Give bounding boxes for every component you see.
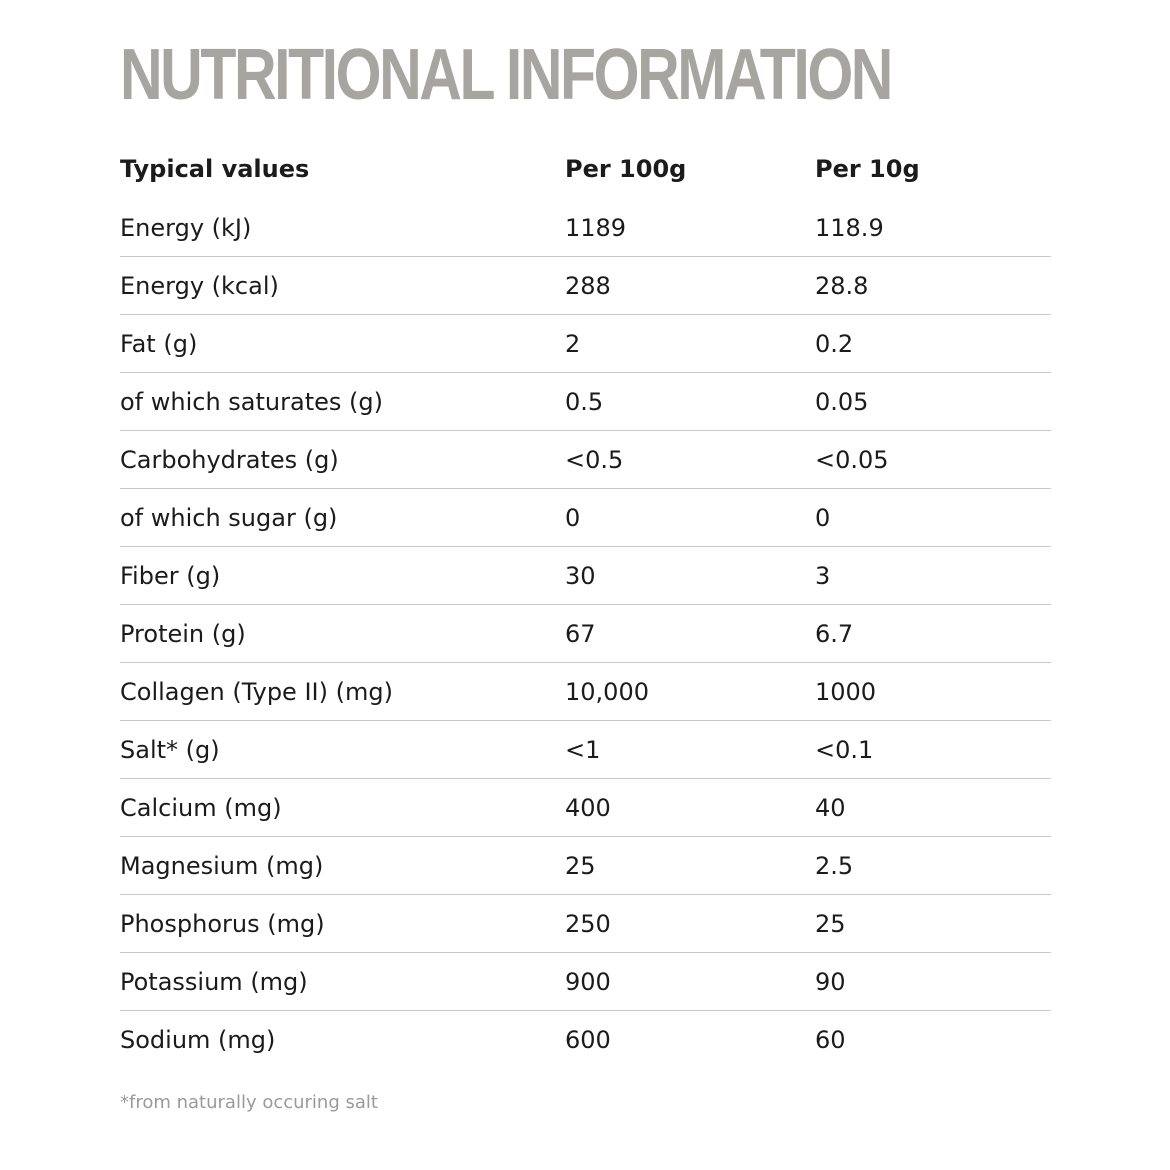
value-per-10g: 2.5 [815,851,854,880]
nutrient-name: Potassium (mg) [120,967,308,996]
value-per-100g: 10,000 [565,677,649,706]
value-per-10g: 0.05 [815,387,869,416]
nutrient-name: Fat (g) [120,329,198,358]
value-per-10g: <0.05 [815,445,889,474]
value-per-10g: 3 [815,561,831,590]
value-per-100g: 25 [565,851,596,880]
value-per-10g: 60 [815,1025,846,1054]
header-per-10g: Per 10g [815,155,920,183]
value-per-100g: 30 [565,561,596,590]
nutrient-name: of which saturates (g) [120,387,383,416]
table-row [120,837,1051,895]
table-row [120,895,1051,953]
value-per-100g: 2 [565,329,581,358]
table-row [120,257,1051,315]
nutrient-name: Salt* (g) [120,735,220,764]
value-per-10g: 118.9 [815,213,884,242]
nutrient-name: of which sugar (g) [120,503,338,532]
value-per-100g: <1 [565,735,601,764]
value-per-100g: 1189 [565,213,627,242]
table-row [120,721,1051,779]
table-row [120,489,1051,547]
header-per-100g: Per 100g [565,155,687,183]
value-per-10g: 0.2 [815,329,854,358]
value-per-10g: 40 [815,793,846,822]
nutrition-table [120,139,1051,1068]
nutrient-name: Energy (kcal) [120,271,279,300]
value-per-100g: 250 [565,909,611,938]
value-per-100g: 0 [565,503,581,532]
table-row [120,199,1051,257]
value-per-100g: 0.5 [565,387,604,416]
table-row [120,431,1051,489]
nutrient-name: Protein (g) [120,619,246,648]
value-per-10g: 0 [815,503,831,532]
nutrient-name: Collagen (Type II) (mg) [120,677,393,706]
value-per-100g: 600 [565,1025,611,1054]
table-row [120,373,1051,431]
value-per-10g: 6.7 [815,619,854,648]
nutrient-name: Energy (kJ) [120,213,252,242]
nutrient-name: Sodium (mg) [120,1025,276,1054]
value-per-10g: 25 [815,909,846,938]
value-per-100g: 400 [565,793,611,822]
nutrient-name: Calcium (mg) [120,793,282,822]
value-per-10g: 28.8 [815,271,869,300]
value-per-100g: 67 [565,619,596,648]
table-row [120,953,1051,1011]
value-per-100g: 288 [565,271,611,300]
table-row [120,779,1051,837]
table-header-row [120,139,1051,199]
nutrient-name: Carbohydrates (g) [120,445,339,474]
table-row [120,315,1051,373]
nutrient-name: Fiber (g) [120,561,221,590]
page-title: NUTRITIONAL INFORMATION [120,35,891,115]
nutrient-name: Phosphorus (mg) [120,909,325,938]
value-per-10g: 90 [815,967,846,996]
value-per-100g: <0.5 [565,445,624,474]
table-row [120,1011,1051,1068]
footnote: *from naturally occuring salt [120,1092,378,1113]
header-typical-values: Typical values [120,155,310,183]
nutrient-name: Magnesium (mg) [120,851,324,880]
value-per-100g: 900 [565,967,611,996]
table-row [120,605,1051,663]
table-row [120,663,1051,721]
value-per-10g: <0.1 [815,735,874,764]
table-row [120,547,1051,605]
value-per-10g: 1000 [815,677,877,706]
